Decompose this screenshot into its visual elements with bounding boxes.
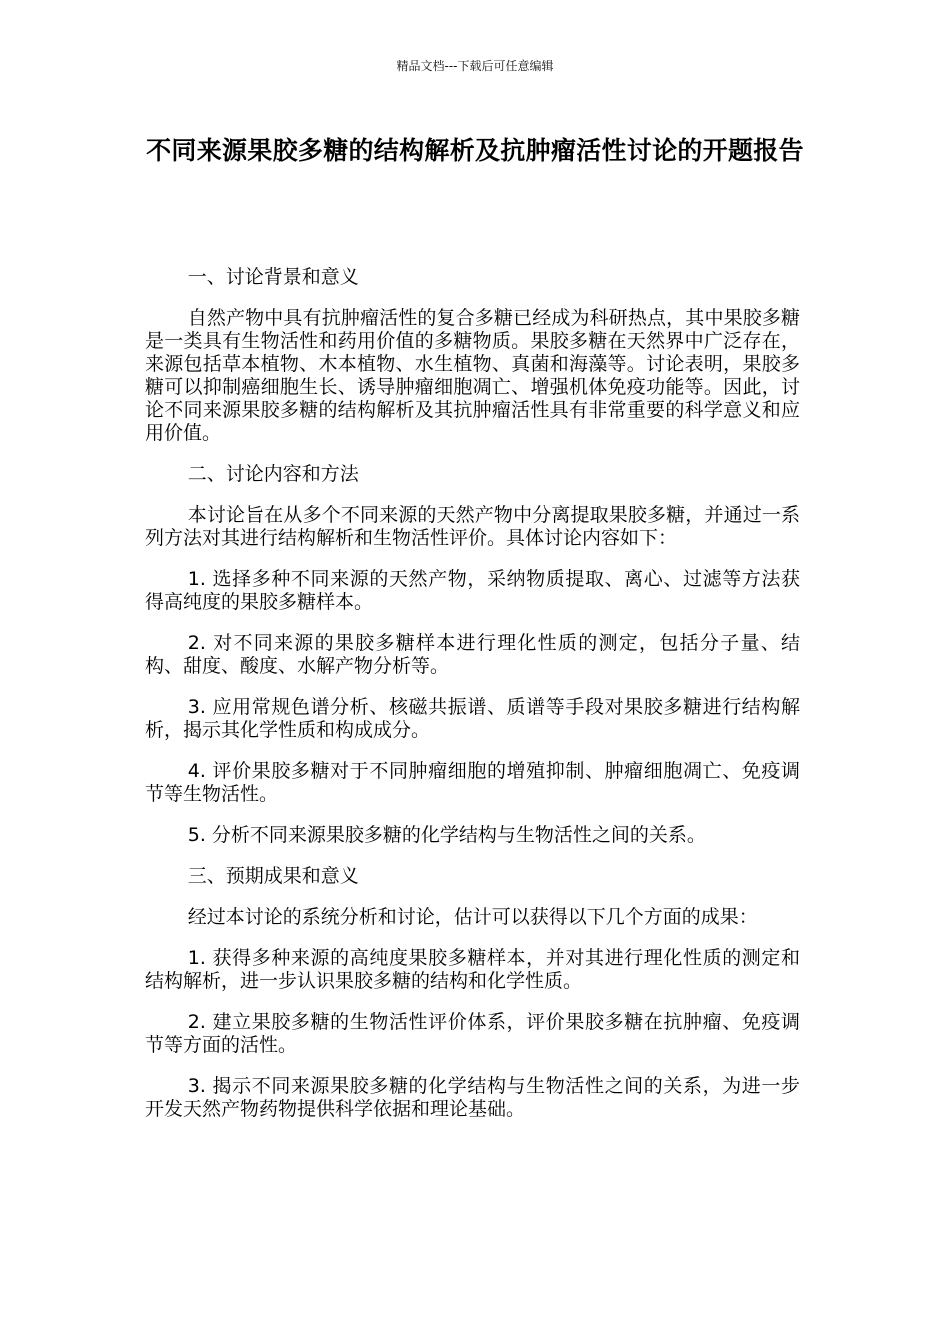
paragraph: 自然产物中具有抗肿瘤活性的复合多糖已经成为科研热点，其中果胶多糖是一类具有生物活性和药用价值的多糖物质。果胶多糖在天然界中广泛存在，来源包括草本植物、木本植物、水生植物、真菌和海藻等。讨论表明，果胶多糖可以抑制癌细胞生长、诱导肿瘤细胞凋亡、增强机体免疫功能等。因此，讨论不同来源果胶多糖的结构解析及其抗肿瘤活性具有非常重要的科学意义和应用价值。 bbox=[145, 307, 800, 444]
paragraph: 本讨论旨在从多个不同来源的天然产物中分离提取果胶多糖，并通过一系列方法对其进行结构解析和生物活性评价。具体讨论内容如下： bbox=[145, 504, 800, 549]
section-heading-background: 一、讨论背景和意义 bbox=[187, 266, 359, 288]
list-item: 2. 建立果胶多糖的生物活性评价体系，评价果胶多糖在抗肿瘤、免疫调节等方面的活性。 bbox=[145, 1011, 800, 1056]
section-heading-content-methods: 二、讨论内容和方法 bbox=[187, 463, 359, 485]
list-item: 4. 评价果胶多糖对于不同肿瘤细胞的增殖抑制、肿瘤细胞凋亡、免疫调节等生物活性。 bbox=[145, 760, 800, 805]
paragraph: 经过本讨论的系统分析和讨论，估计可以获得以下几个方面的成果： bbox=[187, 906, 758, 928]
list-item: 3. 揭示不同来源果胶多糖的化学结构与生物活性之间的关系，为进一步开发天然产物药物提供科学依据和理论基础。 bbox=[145, 1075, 800, 1120]
list-item: 5. 分析不同来源果胶多糖的化学结构与生物活性之间的关系。 bbox=[187, 824, 706, 846]
document-title: 不同来源果胶多糖的结构解析及抗肿瘤活性讨论的开题报告 bbox=[146, 136, 804, 165]
page-header-note: 精品文档---下载后可任意编辑 bbox=[396, 59, 554, 73]
document-body bbox=[145, 266, 800, 1139]
list-item: 1. 选择多种不同来源的天然产物，采纳物质提取、离心、过滤等方法获得高纯度的果胶多糖样本。 bbox=[145, 568, 800, 613]
list-item: 2. 对不同来源的果胶多糖样本进行理化性质的测定，包括分子量、结构、甜度、酸度、水解产物分析等。 bbox=[145, 632, 800, 677]
list-item: 1. 获得多种来源的高纯度果胶多糖样本，并对其进行理化性质的测定和结构解析，进一步认识果胶多糖的结构和化学性质。 bbox=[145, 947, 800, 992]
section-heading-expected-results: 三、预期成果和意义 bbox=[187, 865, 359, 887]
list-item: 3. 应用常规色谱分析、核磁共振谱、质谱等手段对果胶多糖进行结构解析，揭示其化学性质和构成成分。 bbox=[145, 696, 800, 741]
